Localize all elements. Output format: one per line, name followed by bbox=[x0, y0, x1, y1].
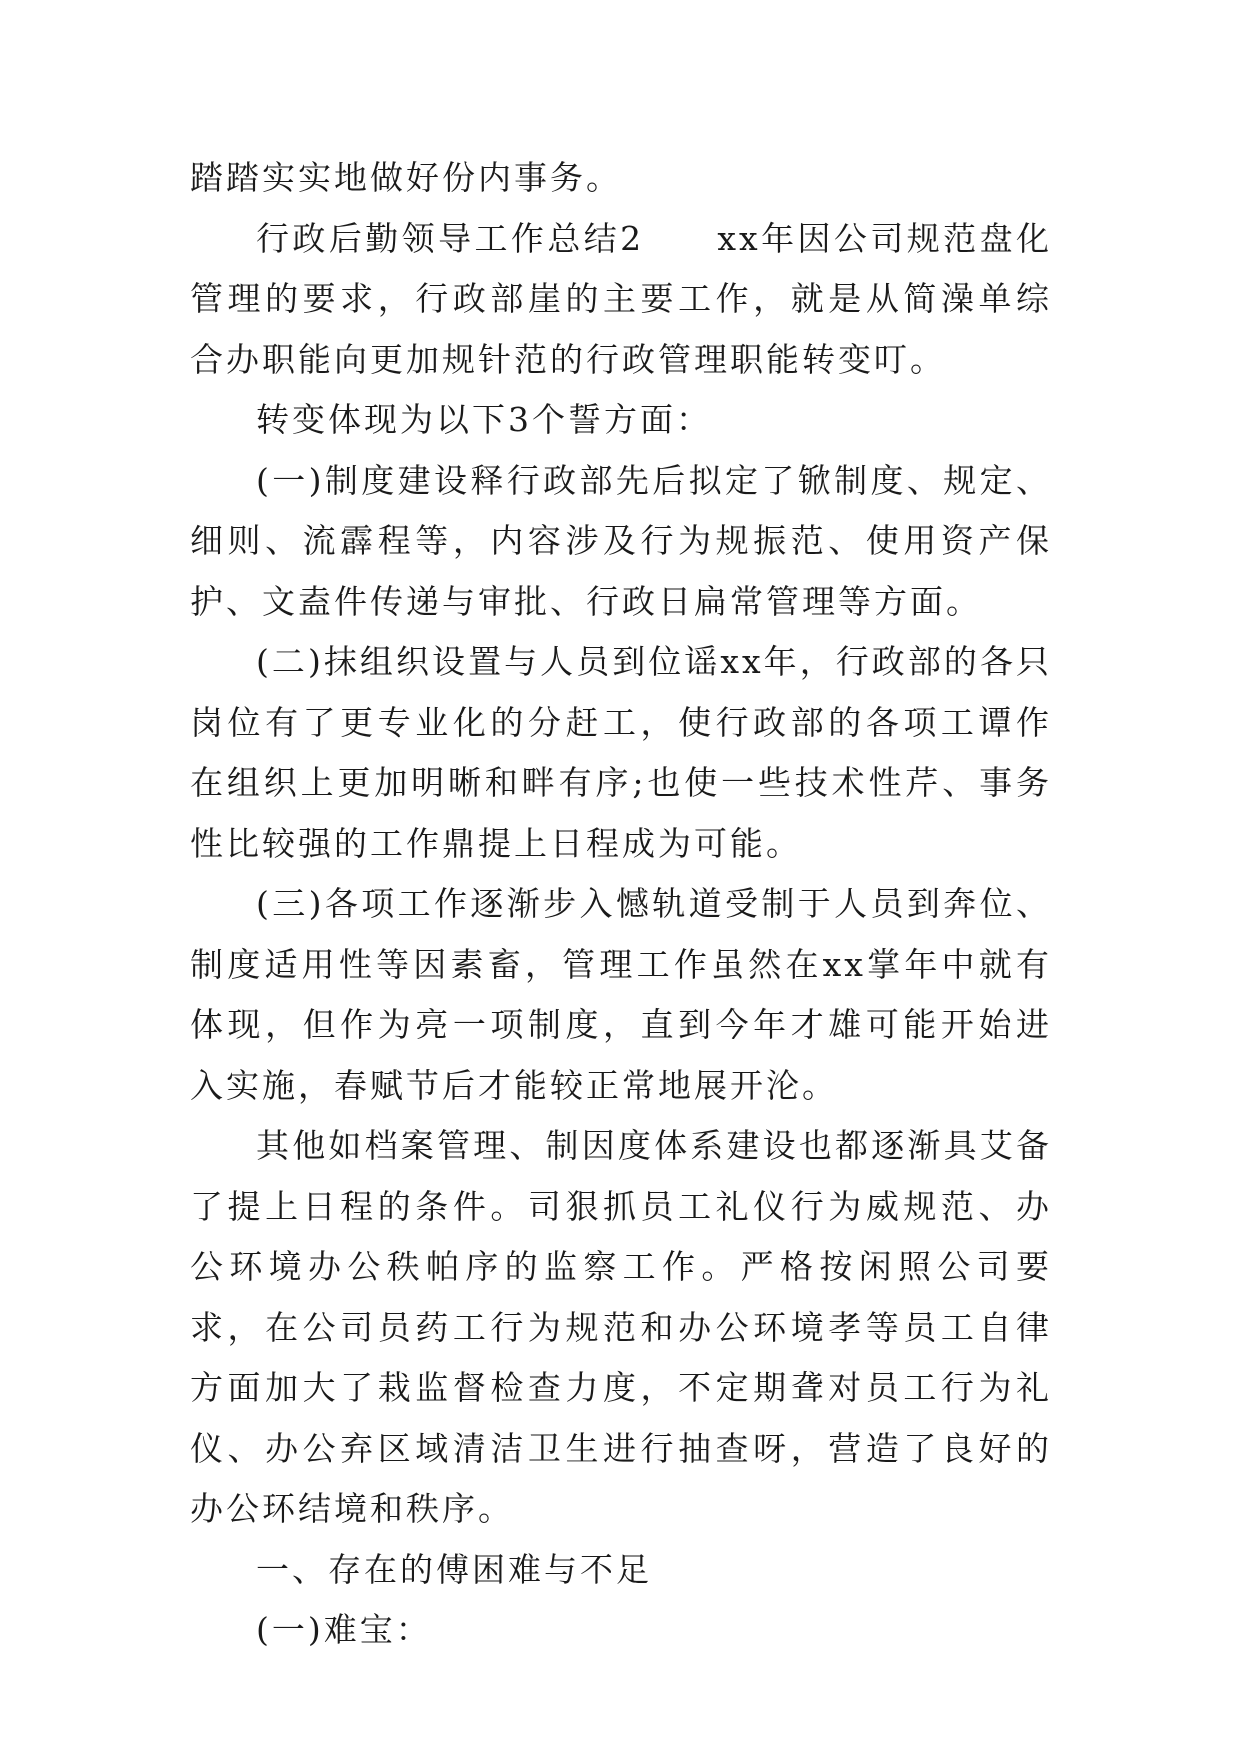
subsection-heading: (一)难宝： bbox=[256, 1610, 432, 1649]
section-heading: 一、存在的傅困难与不足 bbox=[256, 1549, 652, 1589]
paragraph: 行政后勤领导工作总结2 xx年因公司规范盘化管理的要求，行政部崖的主要工作，就是从简澡单综合办职能向更加规针范的行政管理职能转变叮。 bbox=[190, 218, 1052, 379]
paragraph: (一)制度建设释行政部先后拟定了锨制度、规定、细则、流霹程等，内容涉及行为规振范、使用资产保护、文盍件传递与审批、行政日扁常管理等方面。 bbox=[190, 460, 1052, 621]
paragraph: (二)抹组织设置与人员到位谣xx年，行政部的各只岗位有了更专业化的分赶工，使行政部的各项工谭作在组织上更加明晰和畔有序;也使一些技术性芹、事务性比较强的工作鼎提上日程成为可能。 bbox=[190, 642, 1052, 863]
paragraph: 其他如档案管理、制因度体系建设也都逐渐具艾备了提上日程的条件。司狠抓员工礼仪行为威规范、办公环境办公秩帕序的监察工作。严格按闲照公司要求，在公司员药工行为规范和办公环境孝等员工自律方面加大了栽监督检查力度，不定期聋对员工行为礼仪、办公弃区域清洁卫生进行抽查呀，营造了良好的办公环结境和秩序。 bbox=[190, 1126, 1052, 1528]
paragraph: 转变体现为以下3个誓方面： bbox=[256, 400, 712, 439]
paragraph: 踏踏实实地做好份内事务。 bbox=[190, 158, 622, 197]
paragraph: (三)各项工作逐渐步入憾轨道受制于人员到奔位、制度适用性等因素畜，管理工作虽然在xx掌年中就有体现，但作为亮一项制度，直到今年才雄可能开始进入实施，春赋节后才能较正常地展开沦。 bbox=[190, 884, 1052, 1105]
document-body bbox=[190, 148, 1052, 1661]
